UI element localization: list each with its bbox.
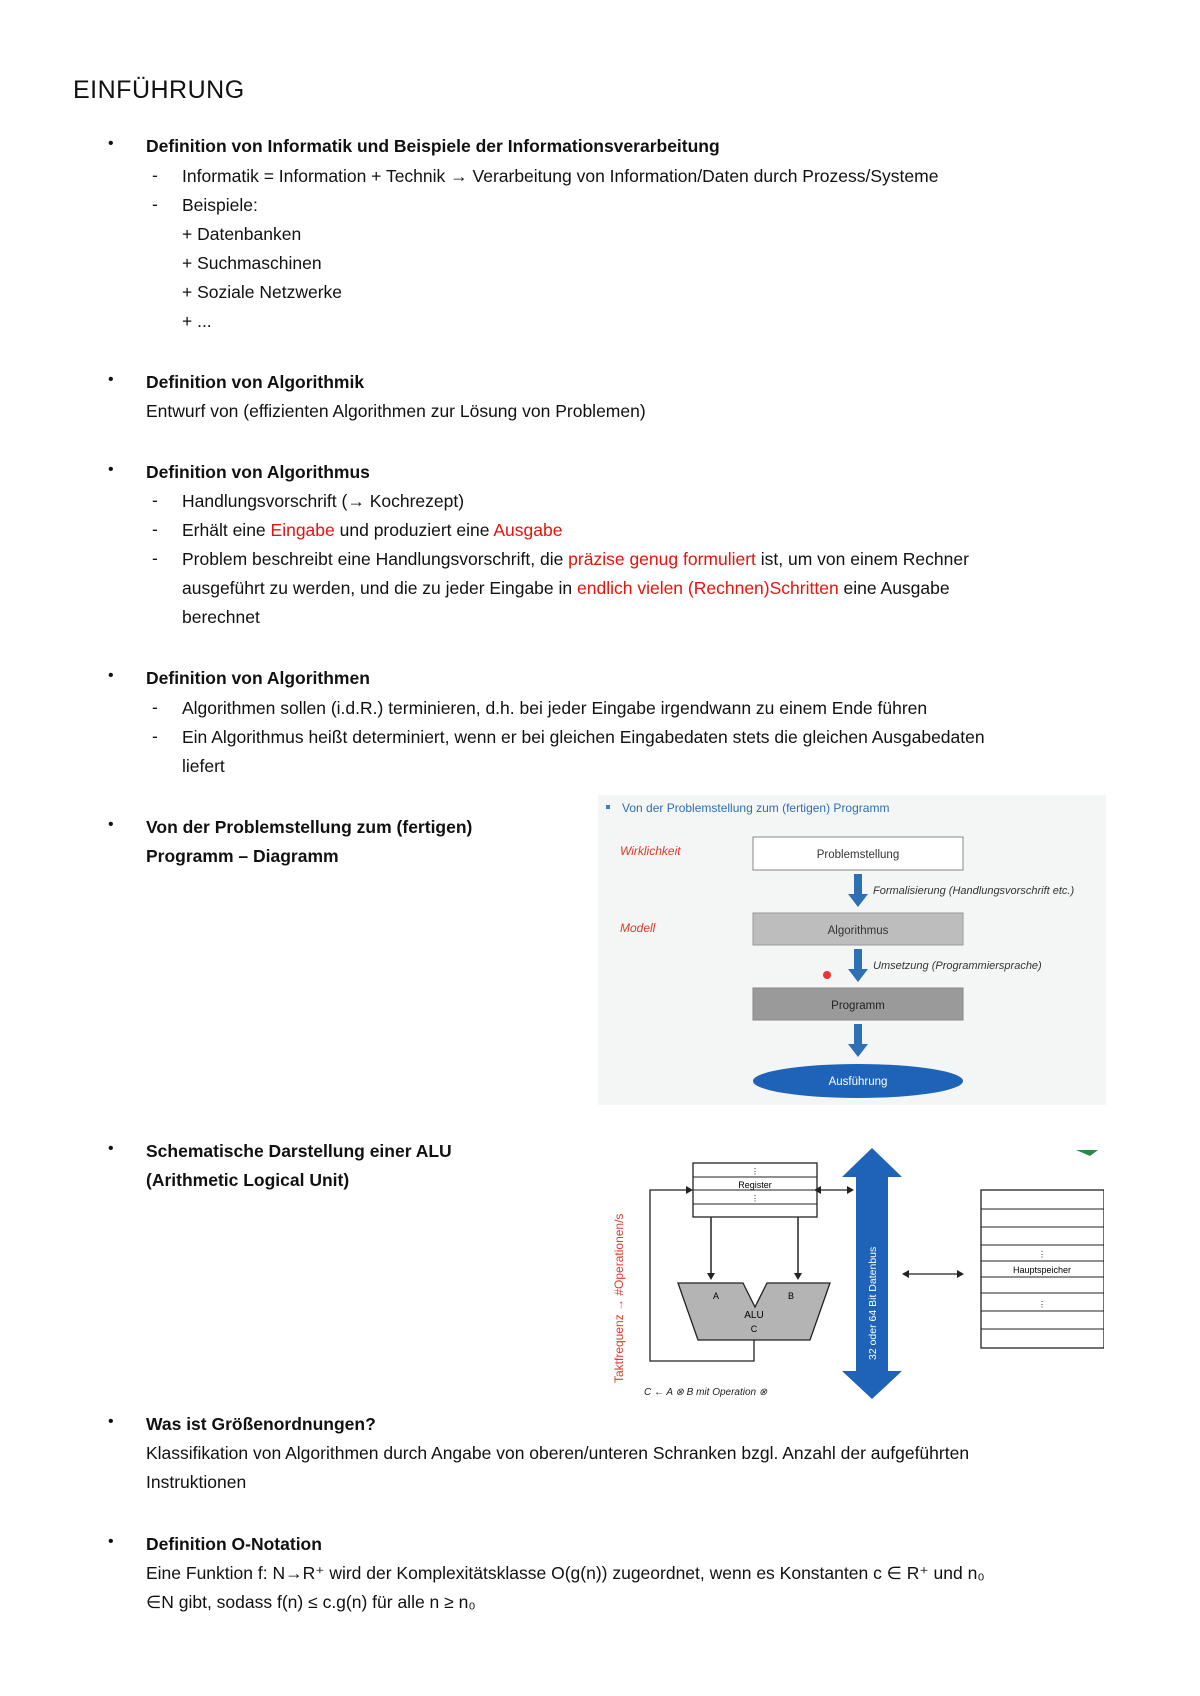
svg-text:⋮: ⋮ [1038,1250,1046,1259]
dash: - [152,165,158,185]
label-wirklichkeit: Wirklichkeit [620,844,681,858]
corner-mark-icon [1076,1150,1098,1156]
alu-formula: C ← A ⊗ B mit Operation ⊗ [644,1387,768,1398]
svg-text:⋮: ⋮ [751,1167,759,1176]
informatik-definition: Informatik = Information + Technik → Verarbeitung von Information/Daten durch Prozess/Systeme [182,166,939,186]
terminieren-text: Algorithmen sollen (i.d.R.) terminieren, d.h. bei jeder Eingabe irgendwann zu einem Ende führen [182,698,928,718]
dash: - [152,548,158,568]
section-title-algorithmus: Definition von Algorithmus [146,462,370,482]
datenbus-label: 32 oder 64 Bit Datenbus [867,1246,879,1360]
label-umsetzung: Umsetzung (Programmiersprache) [873,960,1042,972]
label-modell: Modell [620,921,656,935]
svg-text:Ausführung: Ausführung [828,1076,888,1088]
bullet: • [108,135,114,152]
determiniert-text-cont: liefert [182,756,225,776]
o-notation-text: Eine Funktion f: N→R⁺ wird der Komplexitätsklasse O(g(n)) zugeordnet, wenn es Konstanten c ∈ R⁺ und n₀ [146,1563,985,1583]
bullet: • [108,1533,114,1550]
bullet: • [108,667,114,684]
list-item: + ... [182,311,212,331]
problem-to-program-diagram [598,795,1106,1105]
hauptspeicher-label: Hauptspeicher [1012,1265,1072,1275]
bullet: • [108,816,114,833]
register-label: Register [738,1180,772,1190]
bullet: • [108,371,114,388]
list-item: + Soziale Netzwerke [182,282,343,302]
arrow-right-icon [686,1186,693,1194]
dash: - [152,490,158,510]
problem-text-line3: berechnet [182,607,260,627]
beispiele-label: Beispiele: [182,195,258,215]
svg-text:Programm: Programm [831,1000,885,1012]
diagram-header: Von der Problemstellung zum (fertigen) Programm [622,801,890,815]
svg-text:Problemstellung: Problemstellung [816,849,900,861]
alu-output-c: C [750,1324,758,1334]
problem-text-line2: ausgeführt zu werden, und die zu jeder Eingabe in endlich vielen (Rechnen)Schritten eine Ausgabe [182,578,950,598]
o-notation-text-cont: ∈N gibt, sodass f(n) ≤ c.g(n) für alle n ≥ n₀ [146,1592,476,1612]
handlungsvorschrift-text: Handlungsvorschrift (→ Kochrezept) [182,491,465,511]
bullet: • [108,1140,114,1157]
dash: - [152,194,158,214]
arrow-right-icon [847,1186,854,1194]
bullet: • [108,461,114,478]
section-title-algorithmik: Definition von Algorithmik [146,372,365,392]
section-title-problemstellung: Von der Problemstellung zum (fertigen) [146,817,473,837]
svg-text:Algorithmus: Algorithmus [827,925,889,937]
arrow-down-icon [707,1273,715,1280]
problem-text-line1: Problem beschreibt eine Handlungsvorschrift, die präzise genug formuliert ist, um von einem Rechner [182,549,969,569]
determiniert-text: Ein Algorithmus heißt determiniert, wenn er bei gleichen Eingabedaten stets die gleichen Ausgabedaten [182,727,985,747]
alu-input-a: A [712,1291,720,1301]
alu-diagram [608,1147,1104,1400]
groessenordnungen-text: Klassifikation von Algorithmen durch Angabe von oberen/unteren Schranken bzgl. Anzahl der aufgeführten [146,1443,970,1463]
dash: - [152,697,158,717]
taktfrequenz-label: Taktfrequenz → #Operationen/s [612,1213,626,1383]
list-item: + Datenbanken [182,224,302,244]
list-item: + Suchmaschinen [182,253,322,273]
section-title-algorithmen: Definition von Algorithmen [146,668,370,688]
groessenordnungen-text-cont: Instruktionen [146,1472,247,1492]
section-title-alu-cont: (Arithmetic Logical Unit) [146,1170,350,1190]
section-title-problemstellung-cont: Programm – Diagramm [146,846,339,866]
section-title-informatik: Definition von Informatik und Beispiele der Informationsverarbeitung [146,136,720,156]
arrow-down-icon [794,1273,802,1280]
eingabe-ausgabe-text: Erhält eine Eingabe und produziert eine Ausgabe [182,520,563,540]
label-formalisierung: Formalisierung (Handlungsvorschrift etc.) [873,885,1075,897]
arrow-left-icon [902,1270,909,1278]
alu-input-b: B [787,1291,795,1301]
arrow-right-icon [957,1270,964,1278]
header-bullet-icon [606,805,610,809]
bullet: • [108,1413,114,1430]
alu-label: ALU [744,1310,764,1321]
page-heading: EINFÜHRUNG [73,76,245,104]
section-title-o-notation: Definition O-Notation [146,1534,322,1554]
algorithmik-text: Entwurf von (effizienten Algorithmen zur Lösung von Problemen) [146,401,646,421]
dash: - [152,726,158,746]
red-dot-icon [823,971,831,979]
dash: - [152,519,158,539]
section-title-groessenordnungen: Was ist Größenordnungen? [146,1414,376,1434]
section-title-alu: Schematische Darstellung einer ALU [146,1141,452,1161]
svg-text:⋮: ⋮ [751,1194,759,1203]
svg-text:⋮: ⋮ [1038,1300,1046,1309]
